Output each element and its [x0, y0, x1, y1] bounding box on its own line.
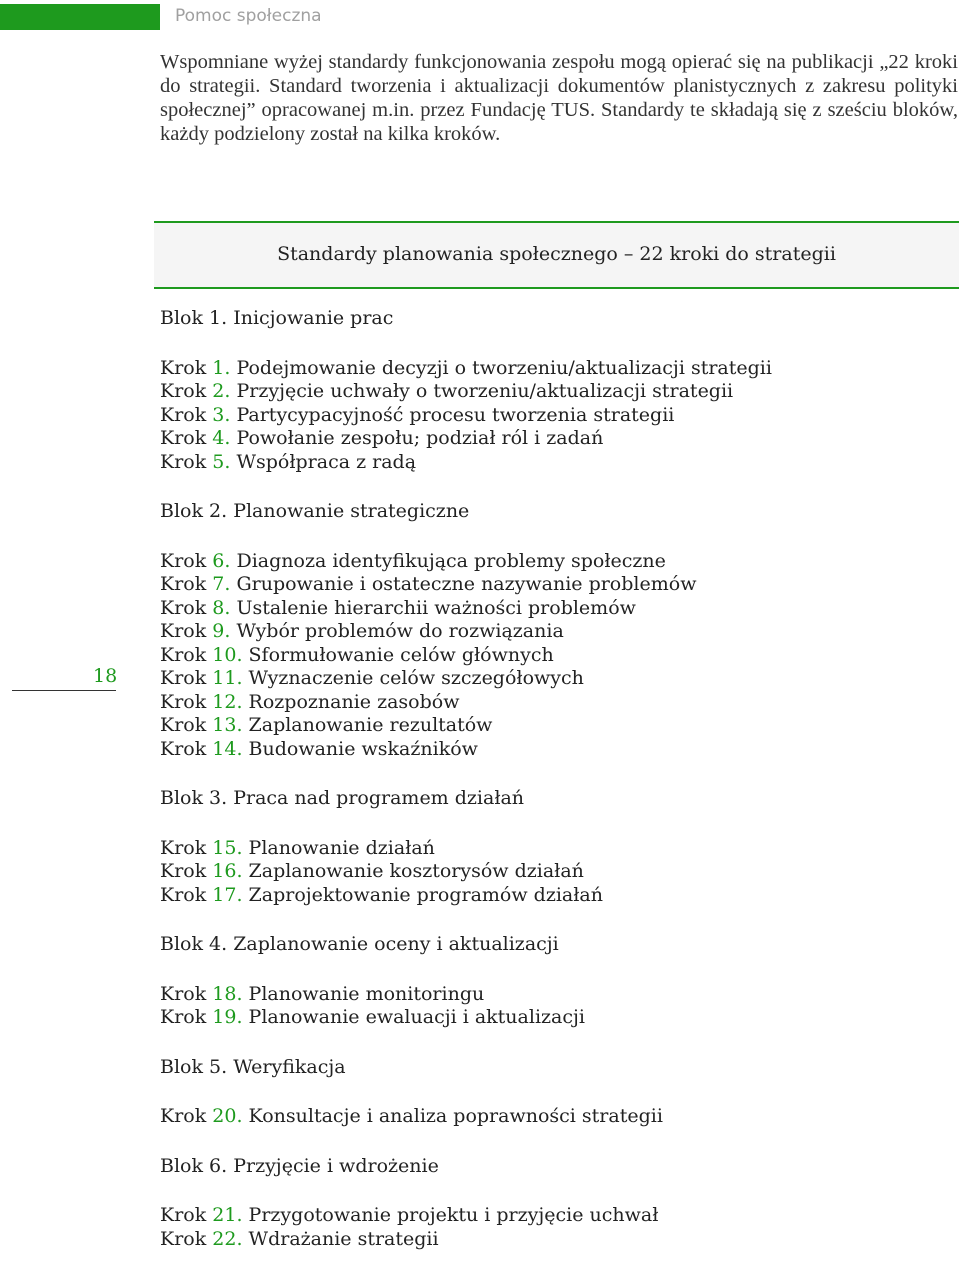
step-text: Zaplanowanie rezultatów	[242, 714, 493, 736]
block-title: Blok 5. Weryfikacja	[160, 1055, 346, 1078]
step-prefix: Krok	[160, 982, 213, 1005]
step-prefix: Krok	[160, 737, 213, 760]
step-item	[160, 380, 950, 404]
step-prefix: Krok	[160, 549, 213, 572]
page-number: 18	[93, 665, 118, 687]
step-number: 21.	[212, 1204, 243, 1226]
step-number: 9.	[212, 620, 231, 642]
step-prefix: Krok	[160, 860, 213, 882]
step-number: 16.	[212, 860, 243, 882]
step-number: 20.	[212, 1105, 243, 1127]
step-number: 13.	[212, 714, 243, 736]
step-item	[160, 738, 950, 762]
step-prefix: Krok	[160, 620, 213, 642]
step-list	[160, 837, 950, 908]
step-text: Sformułowanie celów głównych	[242, 643, 554, 666]
step-text: Powołanie zespołu; podział ról i zadań	[230, 427, 604, 449]
banner-title: Standardy planowania społecznego – 22 kroki do strategii	[277, 243, 836, 265]
step-prefix: Krok	[160, 1227, 213, 1250]
step-item	[160, 620, 950, 644]
step-text: Wdrażanie strategii	[242, 1227, 439, 1250]
block-section	[160, 1056, 950, 1129]
step-item	[160, 404, 950, 428]
step-text: Planowanie działań	[242, 836, 435, 859]
step-text: Podejmowanie decyzji o tworzeniu/aktualizacji strategii	[230, 356, 772, 379]
step-text: Przyjęcie uchwały o tworzeniu/aktualizacji strategii	[230, 380, 734, 402]
page-number-rule	[12, 690, 116, 691]
step-number: 7.	[212, 573, 231, 595]
step-number: 18.	[212, 982, 243, 1005]
step-text: Ustalenie hierarchii ważności problemów	[230, 596, 636, 619]
step-list	[160, 550, 950, 762]
step-prefix: Krok	[160, 450, 213, 473]
step-number: 15.	[212, 836, 243, 859]
step-item	[160, 644, 950, 668]
step-item	[160, 357, 950, 381]
step-text: Planowanie ewaluacji i aktualizacji	[242, 1006, 585, 1028]
step-prefix: Krok	[160, 667, 213, 689]
step-prefix: Krok	[160, 836, 213, 859]
step-item	[160, 884, 950, 908]
step-text: Diagnoza identyfikująca problemy społeczne	[230, 549, 666, 572]
step-number: 19.	[212, 1006, 243, 1028]
step-item	[160, 983, 950, 1007]
running-header-title: Pomoc społeczna	[175, 6, 322, 26]
step-text: Budowanie wskaźników	[242, 737, 478, 760]
step-item	[160, 691, 950, 715]
block-title: Blok 4. Zaplanowanie oceny i aktualizacji	[160, 933, 559, 955]
block-section	[160, 933, 950, 1030]
step-prefix: Krok	[160, 1105, 213, 1127]
step-item	[160, 573, 950, 597]
step-number: 2.	[212, 380, 231, 402]
step-item	[160, 1228, 950, 1252]
step-number: 22.	[212, 1227, 243, 1250]
step-text: Przygotowanie projektu i przyjęcie uchwał	[242, 1204, 659, 1226]
step-prefix: Krok	[160, 1006, 213, 1028]
block-title: Blok 2. Planowanie strategiczne	[160, 500, 470, 522]
block-title: Blok 1. Inicjowanie prac	[160, 307, 394, 329]
step-text: Partycypacyjność procesu tworzenia strategii	[230, 403, 675, 426]
step-item	[160, 1105, 950, 1129]
standards-banner	[154, 221, 959, 289]
step-prefix: Krok	[160, 596, 213, 619]
step-prefix: Krok	[160, 643, 213, 666]
step-list	[160, 1105, 950, 1129]
step-text: Grupowanie i ostateczne nazywanie problemów	[230, 573, 697, 595]
step-prefix: Krok	[160, 427, 213, 449]
step-number: 4.	[212, 427, 231, 449]
step-item	[160, 837, 950, 861]
step-number: 8.	[212, 596, 231, 619]
step-prefix: Krok	[160, 380, 213, 402]
step-prefix: Krok	[160, 573, 213, 595]
step-prefix: Krok	[160, 403, 213, 426]
step-text: Wyznaczenie celów szczegółowych	[242, 667, 584, 689]
step-text: Współpraca z radą	[230, 450, 417, 473]
step-item	[160, 1204, 950, 1228]
block-section	[160, 500, 950, 761]
step-prefix: Krok	[160, 714, 213, 736]
step-prefix: Krok	[160, 690, 213, 713]
step-list	[160, 983, 950, 1030]
step-item	[160, 667, 950, 691]
intro-paragraph: Wspomniane wyżej standardy funkcjonowania zespołu mogą opierać się na publikacji „22 kroki do strategii. Standard tworzenia i aktualizacji dokumentów planistycznych z zakresu polityki społecznej” opracowanej m.in. przez Fundację TUS. Standardy te składają się z sześciu bloków, każdy podzielony został na kilka kroków.	[160, 51, 958, 145]
step-number: 1.	[212, 356, 231, 379]
step-text: Konsultacje i analiza poprawności strategii	[242, 1105, 663, 1127]
block-section	[160, 787, 950, 907]
step-list	[160, 357, 950, 475]
step-item	[160, 1006, 950, 1030]
step-text: Zaprojektowanie programów działań	[242, 883, 603, 906]
step-item	[160, 427, 950, 451]
block-section	[160, 1155, 950, 1252]
step-item	[160, 451, 950, 475]
step-item	[160, 860, 950, 884]
step-number: 5.	[212, 450, 231, 473]
step-prefix: Krok	[160, 356, 213, 379]
header-accent-bar	[0, 4, 160, 30]
step-number: 11.	[212, 667, 243, 689]
step-prefix: Krok	[160, 1204, 213, 1226]
step-number: 6.	[212, 549, 231, 572]
step-number: 3.	[212, 403, 231, 426]
step-number: 17.	[212, 883, 243, 906]
blocks-list	[160, 307, 950, 1277]
step-text: Wybór problemów do rozwiązania	[230, 620, 564, 642]
step-text: Planowanie monitoringu	[242, 982, 485, 1005]
step-item	[160, 550, 950, 574]
step-prefix: Krok	[160, 883, 213, 906]
step-number: 12.	[212, 690, 243, 713]
block-section	[160, 307, 950, 474]
step-list	[160, 1204, 950, 1251]
block-title: Blok 6. Przyjęcie i wdrożenie	[160, 1154, 439, 1177]
step-number: 14.	[212, 737, 243, 760]
block-title: Blok 3. Praca nad programem działań	[160, 787, 525, 809]
step-item	[160, 597, 950, 621]
step-text: Zaplanowanie kosztorysów działań	[242, 860, 584, 882]
step-item	[160, 714, 950, 738]
step-number: 10.	[212, 643, 243, 666]
step-text: Rozpoznanie zasobów	[242, 690, 460, 713]
